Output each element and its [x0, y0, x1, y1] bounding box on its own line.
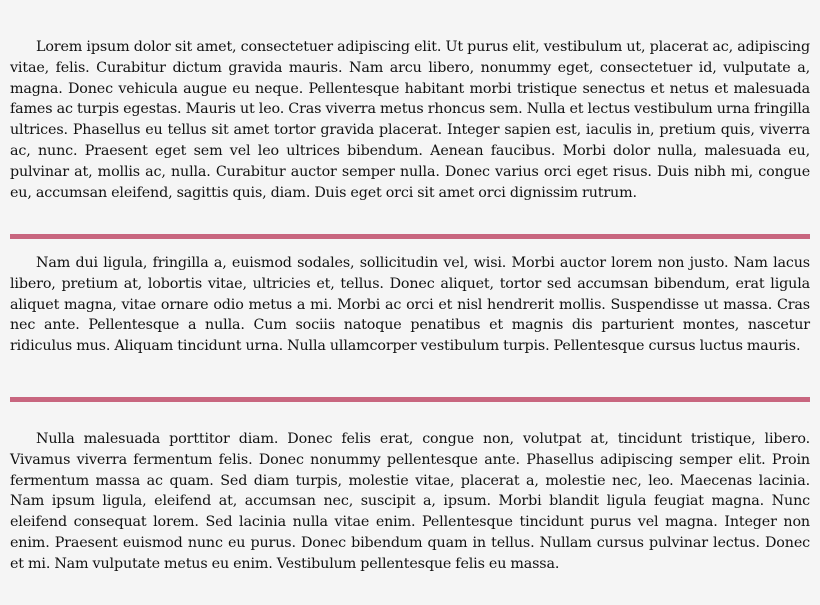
- horizontal-rule-2: [10, 397, 810, 402]
- paragraph-3: Nulla malesuada porttitor diam. Donec felis erat, congue non, volutpat at, tincidunt tristique, libero. Vivamus viverra fermentum felis. Donec nonummy pellentesque ante. Phasellus adipiscing semper elit. Proin fermentum massa ac quam. Sed diam turpis, molestie vitae, placerat a, molestie nec, leo. Maecenas lacinia. Nam ipsum ligula, eleifend at, accumsan nec, suscipit a, ipsum. Morbi blandit ligula feugiat magna. Nunc eleifend consequat lorem. Sed lacinia nulla vitae enim. Pellentesque tincidunt purus vel magna. Integer non enim. Praesent euismod nunc eu purus. Donec bibendum quam in tellus. Nullam cursus pulvinar lectus. Donec et mi. Nam vulputate metus eu enim. Vestibulum pellentesque felis eu massa.: [10, 431, 810, 572]
- paragraph-2: Nam dui ligula, fringilla a, euismod sodales, sollicitudin vel, wisi. Morbi auctor lorem non justo. Nam lacus libero, pretium at, lobortis vitae, ultricies et, tellus. Donec aliquet, tortor sed accumsan bibendum, erat ligula aliquet magna, vitae ornare odio metus a mi. Morbi ac orci et nisl hendrerit mollis. Suspendisse ut massa. Cras nec ante. Pellentesque a nulla. Cum sociis natoque penatibus et magnis dis parturient montes, nascetur ridiculus mus. Aliquam tincidunt urna. Nulla ullamcorper vestibulum turpis. Pellentesque cursus luctus mauris.: [10, 255, 810, 355]
- document-page: [10, 0, 810, 605]
- horizontal-rule-1: [10, 234, 810, 239]
- paragraph-1: Lorem ipsum dolor sit amet, consectetuer adipiscing elit. Ut purus elit, vestibulum ut, placerat ac, adipiscing vitae, felis. Curabitur dictum gravida mauris. Nam arcu libero, nonummy eget, consectetuer id, vulputate a, magna. Donec vehicula augue eu neque. Pellentesque habitant morbi tristique senectus et netus et malesuada fames ac turpis egestas. Mauris ut leo. Cras viverra metus rhoncus sem. Nulla et lectus vestibulum urna fringilla ultrices. Phasellus eu tellus sit amet tortor gravida placerat. Integer sapien est, iaculis in, pretium quis, viverra ac, nunc. Praesent eget sem vel leo ultrices bibendum. Aenean faucibus. Morbi dolor nulla, malesuada eu, pulvinar at, mollis ac, nulla. Curabitur auctor semper nulla. Donec varius orci eget risus. Duis nibh mi, congue eu, accumsan eleifend, sagittis quis, diam. Duis eget orci sit amet orci dignissim rutrum.: [10, 39, 810, 201]
